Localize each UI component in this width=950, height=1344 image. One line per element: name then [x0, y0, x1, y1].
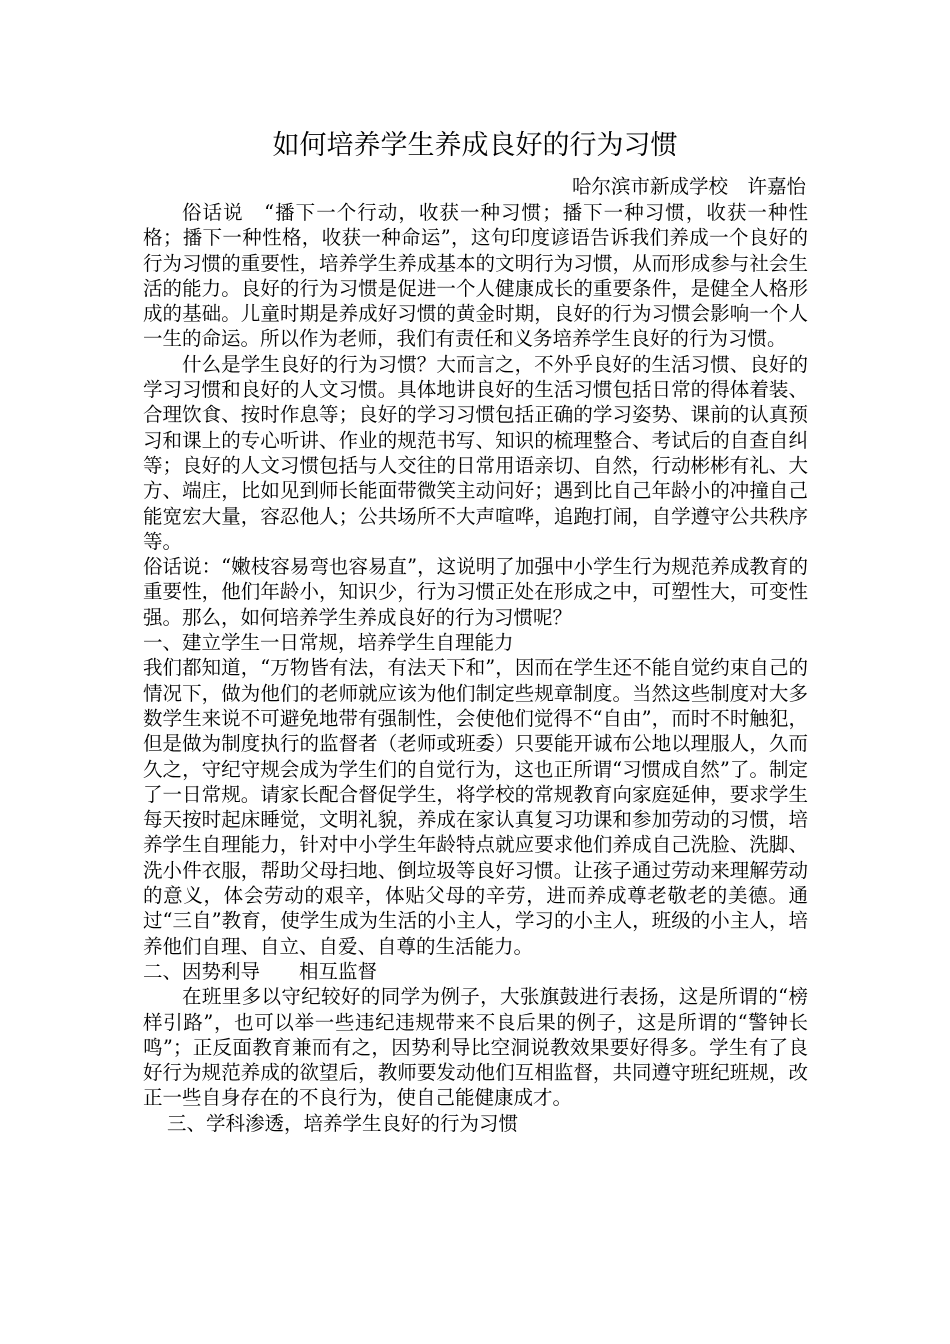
paragraph-intro: 俗话说 “播下一个行动，收获一种习惯；播下一种习惯，收获一种性格；播下一种性格，收获一种命运”，这句印度谚语告诉我们养成一个良好的行为习惯的重要性，培养学生养成基本的文明行为习惯，从而形成参与社会生活的能力。良好的行为习惯是促进一个人健康成长的重要条件，是健全人格形成的基础。儿童时期是养成好习惯的黄金时期，良好的行为习惯会影响一个人一生的命运。所以作为老师，我们有责任和义务培养学生良好的行为习惯。 — [143, 201, 808, 351]
paragraph-section-2: 在班里多以守纪较好的同学为例子，大张旗鼓进行表扬，这是所谓的“榜样引路”，也可以举一些违纪违规带来不良后果的例子，这是所谓的“警钟长鸣”；正反面教育兼而有之，因势利导比空洞说教效果要好得多。学生有了良好行为规范养成的欲望后，教师要发动他们互相监督，共同遵守班纪班规，改正一些自身存在的不良行为，使自己能健康成才。 — [143, 985, 808, 1110]
author-line: 哈尔滨市新成学校 许嘉怡 — [571, 175, 806, 198]
section-heading-3: 三、学科渗透，培养学生良好的行为习惯 — [167, 1111, 519, 1135]
section-heading-2: 二、因势利导 相互监督 — [143, 959, 378, 983]
paragraph-definition: 什么是学生良好的行为习惯？大而言之，不外乎良好的生活习惯、良好的学习习惯和良好的人文习惯。具体地讲良好的生活习惯包括日常的得体着装、合理饮食、按时作息等；良好的学习习惯包括正确的学习姿势、课前的认真预习和课上的专心听讲、作业的规范书写、知识的梳理整合、考试后的自查自纠等；良好的人文习惯包括与人交往的日常用语亲切、自然，行动彬彬有礼、大方、端庄，比如见到师长能面带微笑主动问好；遇到比自己年龄小的冲撞自己能宽宏大量，容忍他人；公共场所不大声喧哗，追跑打闹，自学遵守公共秩序等。 — [143, 352, 808, 553]
paragraph-section-1: 我们都知道，“万物皆有法，有法天下和”，因而在学生还不能自觉约束自己的情况下，做为他们的老师就应该为他们制定些规章制度。当然这些制度对大多数学生来说不可避免地带有强制性，会使他们觉得不“自由”，而时不时触犯，但是做为制度执行的监督者（老师或班委）只要能开诚布公地以理服人，久而久之，守纪守规会成为学生们的自觉行为，这也正所谓“习惯成自然”了。制定了一日常规。请家长配合督促学生，将学校的常规教育向家庭延伸，要求学生每天按时起床睡觉，文明礼貌，养成在家认真复习功课和参加劳动的习惯，培养学生自理能力，针对中小学生年龄特点就应要求他们养成自己洗脸、洗脚、洗小件衣服，帮助父母扫地、倒垃圾等良好习惯。让孩子通过劳动来理解劳动的意义，体会劳动的艰辛，体贴父母的辛劳，进而养成尊老敬老的美德。通过“三自”教育，使学生成为生活的小主人，学习的小主人，班级的小主人，培养他们自理、自立、自爱、自尊的生活能力。 — [143, 656, 808, 958]
document-body — [143, 200, 808, 1136]
document-title: 如何培养学生养成良好的行为习惯 — [272, 130, 678, 161]
section-heading-1: 一、建立学生一日常规，培养学生自理能力 — [143, 631, 514, 655]
paragraph-proverb: 俗话说：“嫩枝容易弯也容易直”，这说明了加强中小学生行为规范养成教育的重要性，他们年龄小，知识少，行为习惯正处在形成之中，可塑性大，可变性强。那么，如何培养学生养成良好的行为习惯呢？ — [143, 555, 808, 629]
